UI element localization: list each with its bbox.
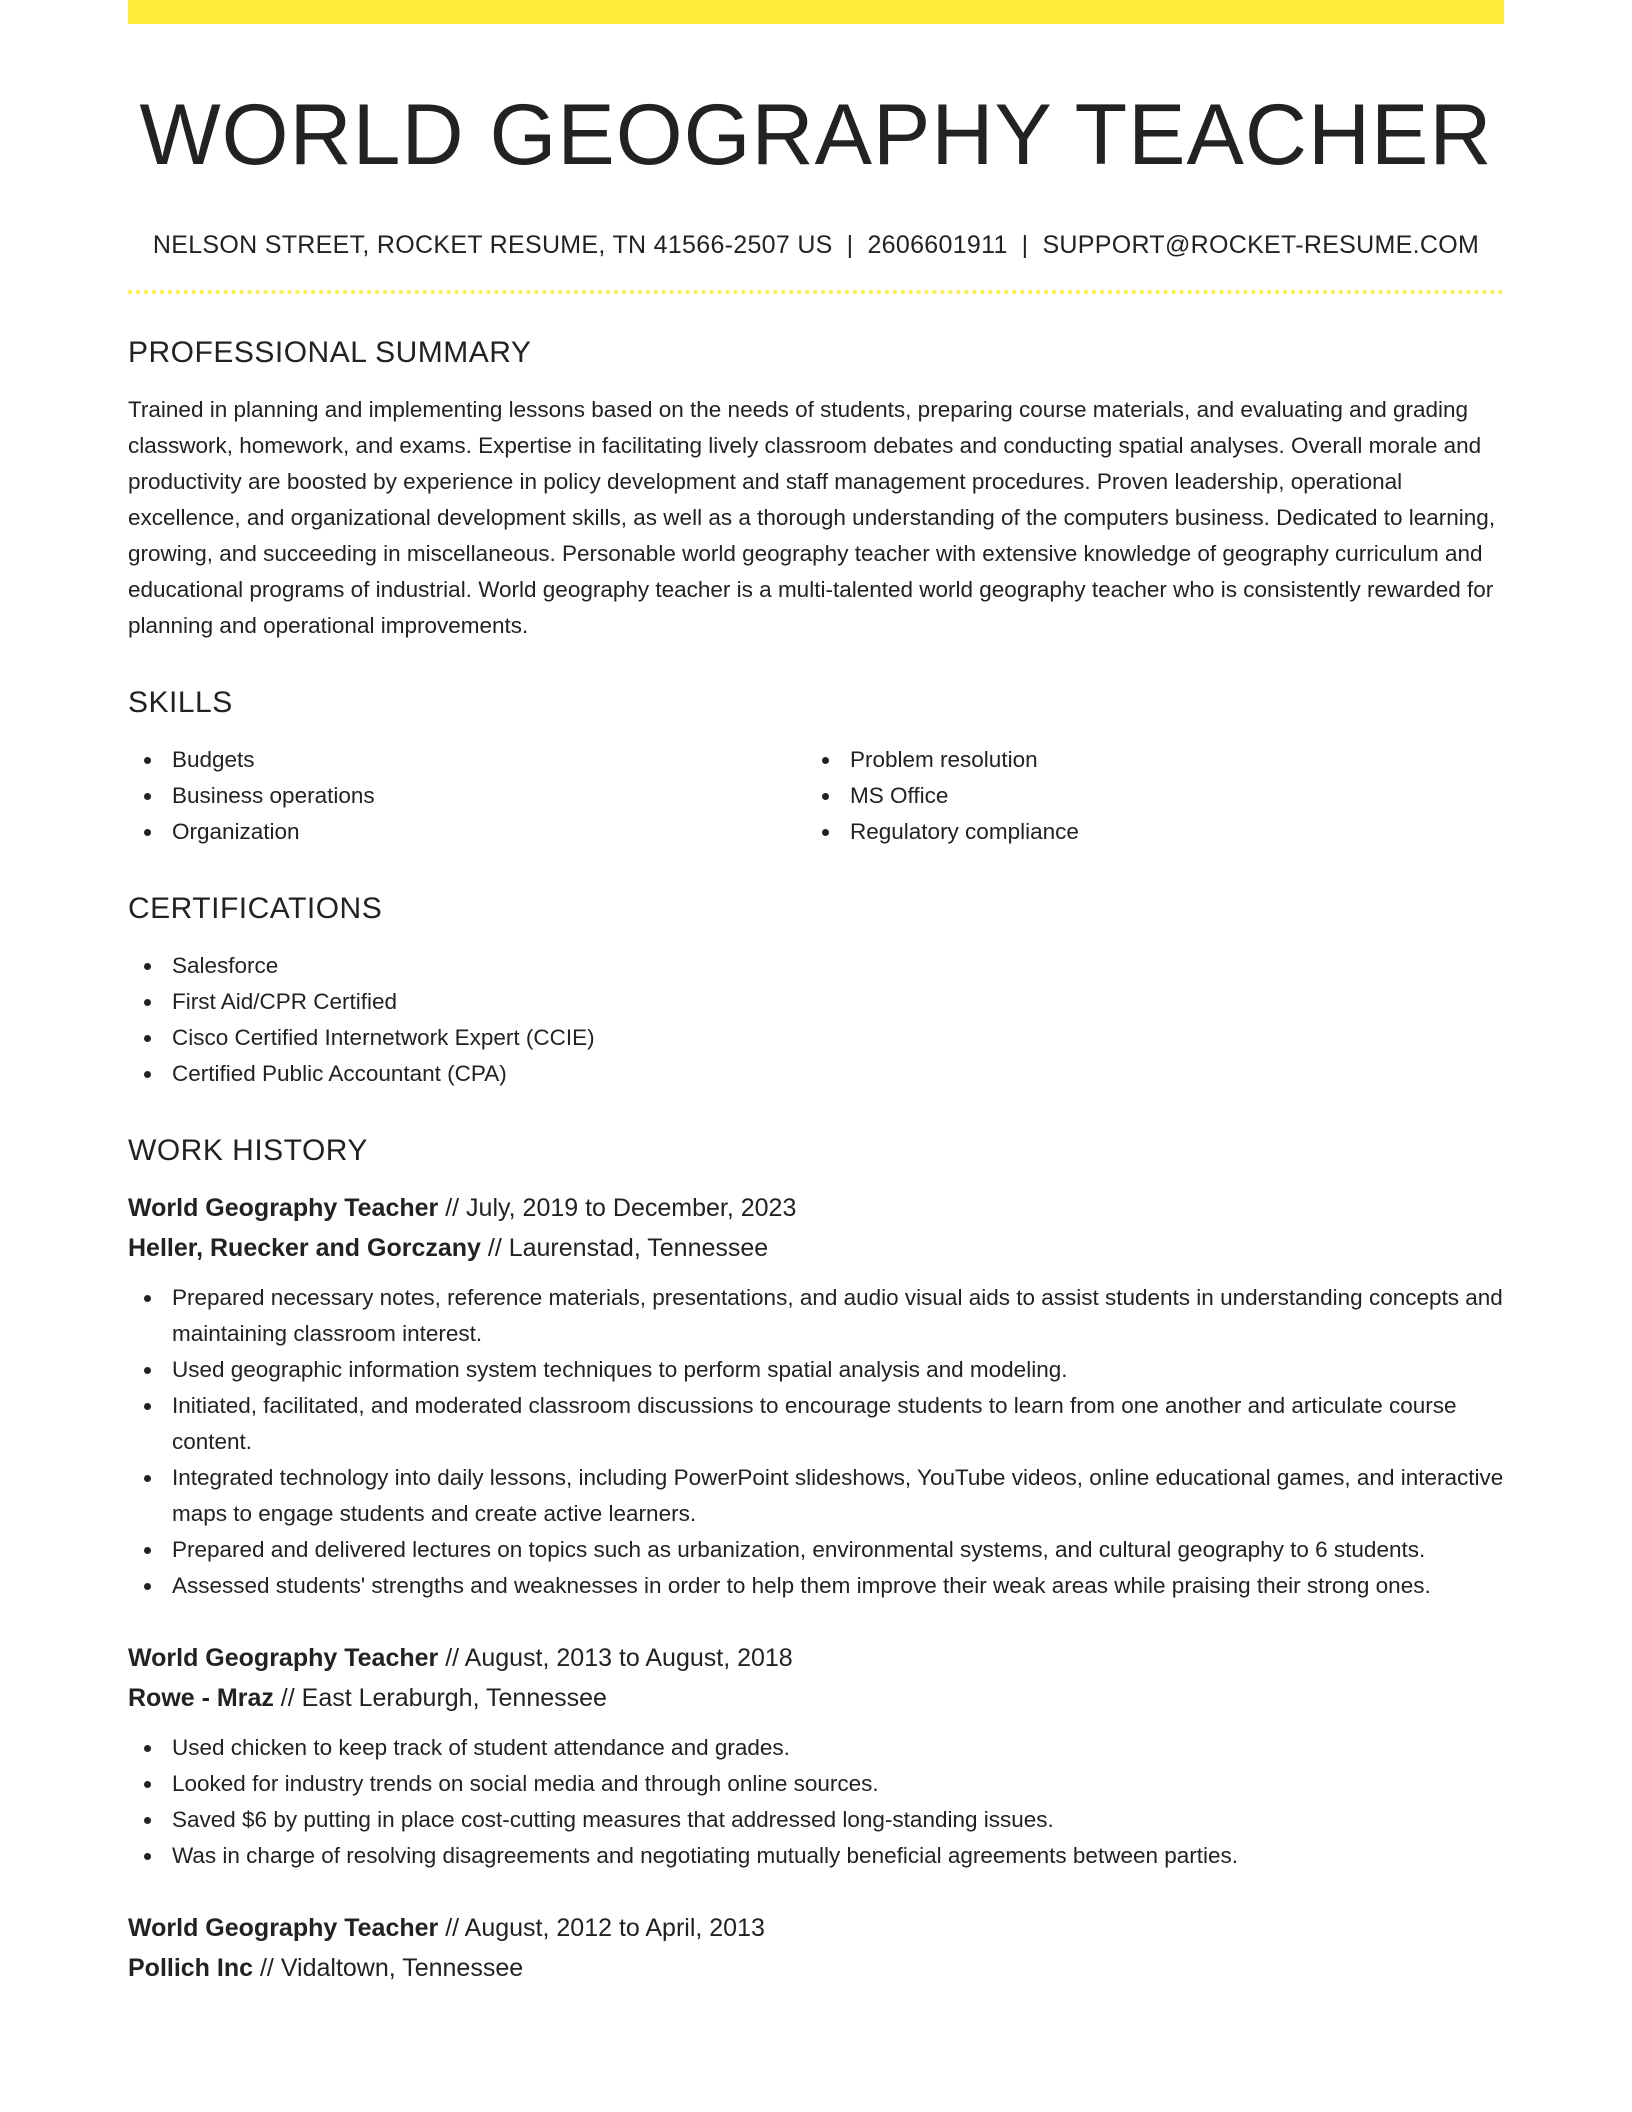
- job-company: Heller, Ruecker and Gorczany: [128, 1234, 481, 1263]
- job-dates: // August, 2013 to August, 2018: [438, 1644, 793, 1673]
- job-location: // East Leraburgh, Tennessee: [273, 1684, 607, 1713]
- job-title-line: [128, 1638, 1504, 1678]
- certification-item: Cisco Certified Internetwork Expert (CCIE): [128, 1020, 1504, 1056]
- skills-column-left: [128, 742, 806, 850]
- dotted-divider: [128, 290, 1504, 294]
- summary-text: Trained in planning and implementing lessons based on the needs of students, preparing course materials, and evaluating and grading classwork, homework, and exams. Expertise in facilitating lively classroom debates and conducting spatial analyses. Overall morale and productivity are boosted by experience in policy development and staff management procedures. Proven leadership, operational excellence, and organizational development skills, as well as a thorough understanding of the computers business. Dedicated to learning, growing, and succeeding in miscellaneous. Personable world geography teacher with extensive knowledge of geography curriculum and educational programs of industrial. World geography teacher is a multi-talented world geography teacher who is consistently rewarded for planning and operational improvements.: [128, 397, 1496, 639]
- summary-heading: PROFESSIONAL SUMMARY: [128, 336, 532, 370]
- job-bullet: Was in charge of resolving disagreements and negotiating mutually beneficial agreements between parties.: [128, 1838, 1504, 1874]
- skill-item: Problem resolution: [806, 742, 1484, 778]
- skill-item: MS Office: [806, 778, 1484, 814]
- job-bullet: Saved $6 by putting in place cost-cutting measures that addressed long-standing issues.: [128, 1802, 1504, 1838]
- job-bullet: Prepared necessary notes, reference materials, presentations, and audio visual aids to assist students in understanding concepts and maintaining classroom interest.: [128, 1280, 1504, 1352]
- job-bullet: Initiated, facilitated, and moderated classroom discussions to encourage students to learn from one another and articulate course content.: [128, 1388, 1504, 1460]
- job-entry: [128, 1188, 1504, 1604]
- contact-line: [128, 231, 1504, 260]
- resume-page: [128, 0, 1504, 1988]
- job-bullet: Integrated technology into daily lessons, including PowerPoint slideshows, YouTube videos, online educational games, and interactive maps to engage students and create active learners.: [128, 1460, 1504, 1532]
- certification-item: Certified Public Accountant (CPA): [128, 1056, 1504, 1092]
- contact-address: NELSON STREET, ROCKET RESUME, TN 41566-2507 US: [152, 231, 833, 260]
- contact-separator: |: [1021, 231, 1029, 260]
- job-company-line: [128, 1678, 1504, 1718]
- job-title-line: [128, 1188, 1504, 1228]
- certifications-list: [128, 948, 1504, 1092]
- skill-item: Business operations: [128, 778, 806, 814]
- certifications-heading: CERTIFICATIONS: [128, 892, 383, 926]
- job-dates: // July, 2019 to December, 2023: [438, 1194, 797, 1223]
- resume-title: WORLD GEOGRAPHY TEACHER: [139, 87, 1493, 183]
- job-role: World Geography Teacher: [128, 1644, 439, 1673]
- job-bullet: Used chicken to keep track of student attendance and grades.: [128, 1730, 1504, 1766]
- skills-list: [128, 742, 1504, 850]
- job-company-line: [128, 1228, 1504, 1268]
- job-bullet: Looked for industry trends on social media and through online sources.: [128, 1766, 1504, 1802]
- job-company-line: [128, 1948, 1504, 1988]
- job-dates: // August, 2012 to April, 2013: [438, 1914, 765, 1943]
- certification-item: Salesforce: [128, 948, 1504, 984]
- certification-item: First Aid/CPR Certified: [128, 984, 1504, 1020]
- skill-item: Regulatory compliance: [806, 814, 1484, 850]
- work-history-heading: WORK HISTORY: [128, 1134, 368, 1168]
- job-location: // Vidaltown, Tennessee: [253, 1954, 524, 1983]
- job-bullet-list: [128, 1280, 1504, 1604]
- skills-column-right: [806, 742, 1484, 850]
- job-role: World Geography Teacher: [128, 1194, 439, 1223]
- job-company: Pollich Inc: [128, 1954, 254, 1983]
- contact-phone: 2606601911: [867, 231, 1008, 260]
- accent-top-bar: [128, 0, 1504, 24]
- job-bullet: Prepared and delivered lectures on topics such as urbanization, environmental systems, and cultural geography to 6 students.: [128, 1532, 1504, 1568]
- contact-email: SUPPORT@ROCKET-RESUME.COM: [1042, 231, 1480, 260]
- job-role: World Geography Teacher: [128, 1914, 439, 1943]
- job-bullet: Used geographic information system techniques to perform spatial analysis and modeling.: [128, 1352, 1504, 1388]
- job-location: // Laurenstad, Tennessee: [480, 1234, 769, 1263]
- skill-item: Budgets: [128, 742, 806, 778]
- skill-item: Organization: [128, 814, 806, 850]
- job-company: Rowe - Mraz: [128, 1684, 274, 1713]
- skills-heading: SKILLS: [128, 686, 233, 720]
- job-entry: [128, 1908, 1504, 1988]
- job-bullet-list: [128, 1730, 1504, 1874]
- job-entry: [128, 1638, 1504, 1874]
- contact-separator: |: [846, 231, 854, 260]
- job-bullet: Assessed students' strengths and weaknesses in order to help them improve their weak areas while praising their strong ones.: [128, 1568, 1504, 1604]
- job-title-line: [128, 1908, 1504, 1948]
